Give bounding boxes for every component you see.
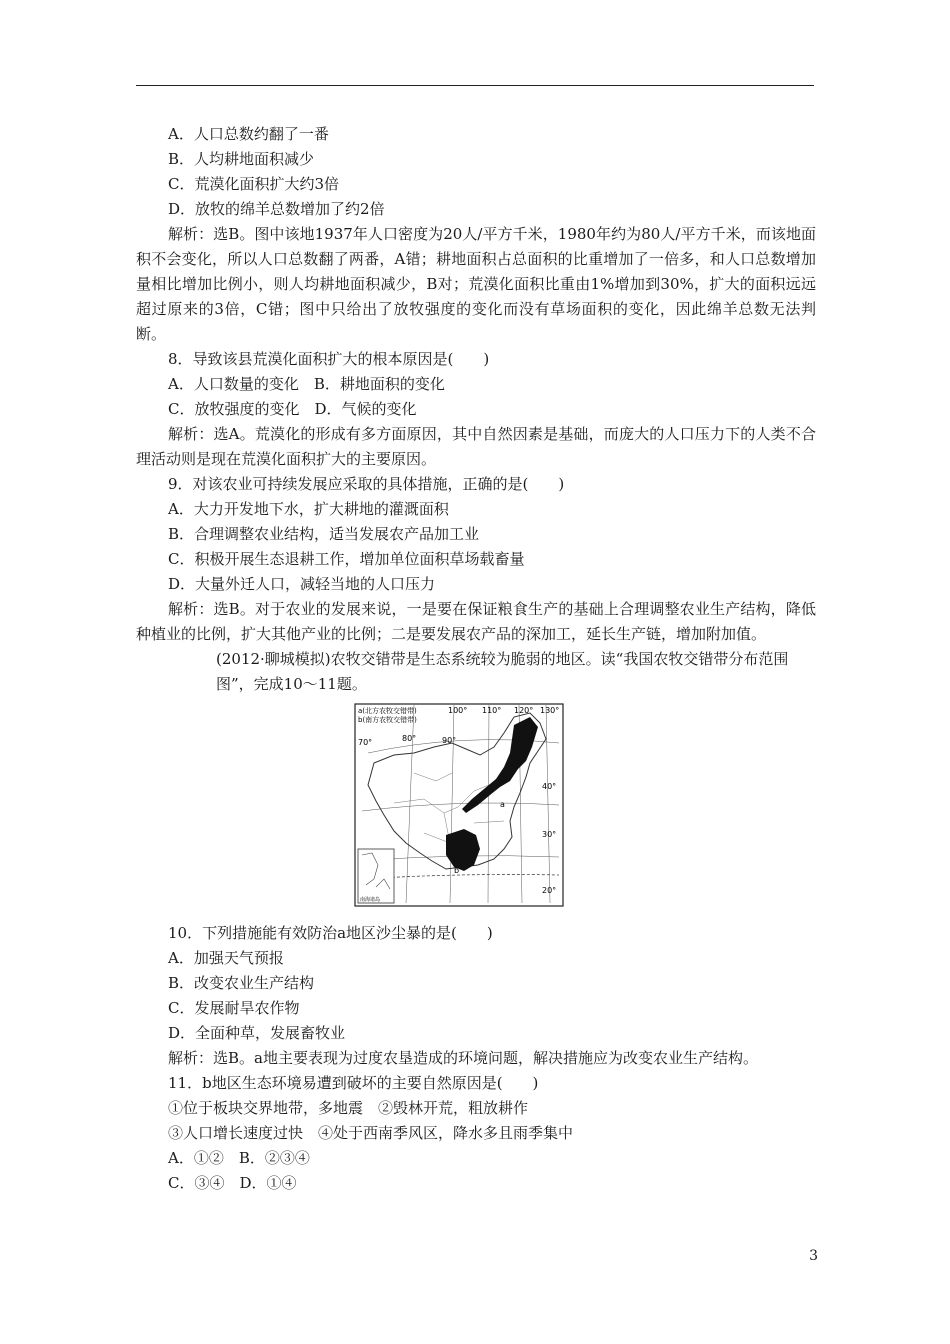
lat-30: 30° (542, 830, 557, 839)
south-sea-inset (358, 849, 394, 903)
map-svg (354, 703, 564, 907)
lon-120: 120° (514, 706, 534, 715)
agro-pastoral-ecotone-map (354, 703, 774, 907)
q9-option-d: D．大量外迁人口，减轻当地的人口压力 (168, 575, 436, 593)
lon-70: 70° (358, 738, 373, 747)
q7-option-a: A．人口总数约翻了一番 (168, 125, 329, 143)
legend-a: a(北方农牧交错带) (358, 707, 417, 715)
q7-option-c: C．荒漠化面积扩大约3倍 (168, 175, 340, 193)
inset-label: 南海诸岛 (360, 897, 381, 903)
q8-options-cd: C．放牧强度的变化 D．气候的变化 (168, 400, 417, 418)
q10-option-a: A．加强天气预报 (168, 949, 284, 967)
label-a: a (500, 800, 505, 809)
page-content (136, 122, 816, 1196)
map-intro: (2012·聊城模拟)农牧交错带是生态系统较为脆弱的地区。读“我国农牧交错带分布范围图”，完成10～11题。 (216, 650, 789, 693)
q9-option-c: C．积极开展生态退耕工作，增加单位面积草场载畜量 (168, 550, 525, 568)
lon-110: 110° (482, 706, 502, 715)
q8-analysis: 解析：选A。荒漠化的形成有多方面原因，其中自然因素是基础，而庞大的人口压力下的人类不合理活动则是现在荒漠化面积扩大的主要原因。 (136, 425, 816, 468)
q9-option-b: B．合理调整农业结构，适当发展农产品加工业 (168, 525, 480, 543)
q7-analysis: 解析：选B。图中该地1937年人口密度为20人/平方千米，1980年约为80人/平方千米，而该地面积不会变化，所以人口总数翻了两番，A错；耕地面积占总面积的比重增加了一倍多，和人口总数增加量相比增加比例小，则人均耕地面积减少，B对；荒漠化面积比重由1%增加到30%，扩大的面积远远超过原来的3倍，C错；图中只给出了放牧强度的变化而没有草场面积的变化，因此绵羊总数无法判断。 (136, 225, 816, 343)
q9-analysis: 解析：选B。对于农业的发展来说，一是要在保证粮食生产的基础上合理调整农业生产结构，降低种植业的比例，扩大其他产业的比例；二是要发展农产品的深加工，延长生产链，增加附加值。 (136, 600, 816, 643)
legend-b: b(南方农牧交错带) (358, 716, 417, 724)
q11-stem: 11．b地区生态环境易遭到破坏的主要自然原因是( ) (168, 1074, 539, 1092)
q7-option-b: B．人均耕地面积减少 (168, 150, 315, 168)
q8-options-ab: A．人口数量的变化 B．耕地面积的变化 (168, 375, 445, 393)
header-rule (136, 85, 814, 86)
q10-option-b: B．改变农业生产结构 (168, 974, 315, 992)
label-b: b (454, 866, 460, 875)
q8-stem: 8．导致该县荒漠化面积扩大的根本原因是( ) (168, 350, 490, 368)
lat-40: 40° (542, 782, 557, 791)
lon-130: 130° (540, 706, 560, 715)
q11-options-cd: C．③④ D．①④ (168, 1174, 297, 1192)
q11-items-2: ③人口增长速度过快 ④处于西南季风区，降水多且雨季集中 (168, 1124, 574, 1142)
lon-80: 80° (402, 734, 417, 743)
q11-items-1: ①位于板块交界地带，多地震 ②毁林开荒，粗放耕作 (168, 1099, 529, 1117)
q10-analysis: 解析：选B。a地主要表现为过度农垦造成的环境问题，解决措施应为改变农业生产结构。 (168, 1049, 758, 1067)
q10-option-d: D．全面种草，发展畜牧业 (168, 1024, 346, 1042)
q9-option-a: A．大力开发地下水，扩大耕地的灌溉面积 (168, 500, 449, 518)
q7-option-d: D．放牧的绵羊总数增加了约2倍 (168, 200, 385, 218)
q10-stem: 10．下列措施能有效防治a地区沙尘暴的是( ) (168, 924, 493, 942)
q10-option-c: C．发展耐旱农作物 (168, 999, 300, 1017)
lat-20: 20° (542, 886, 557, 895)
lon-100: 100° (448, 706, 468, 715)
lon-90: 90° (442, 736, 457, 745)
q11-options-ab: A．①② B．②③④ (168, 1149, 310, 1167)
page-number: 3 (809, 1248, 818, 1264)
q9-stem: 9．对该农业可持续发展应采取的具体措施，正确的是( ) (168, 475, 565, 493)
